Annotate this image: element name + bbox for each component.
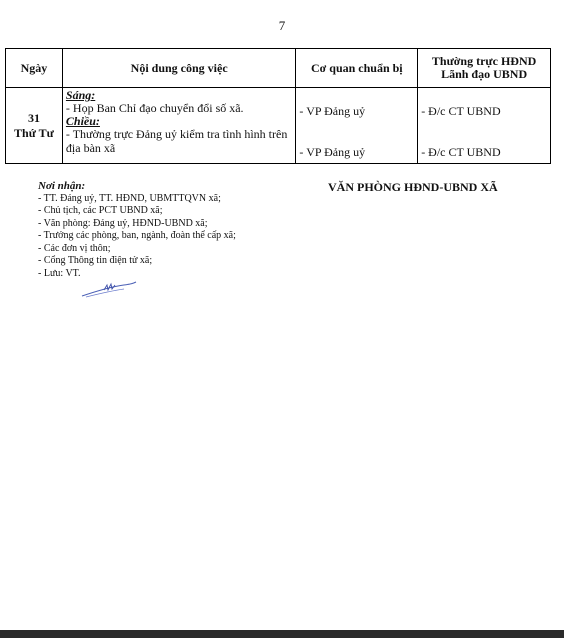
table-header-row (6, 49, 551, 88)
weekday: Thứ Tư (14, 125, 54, 140)
recipient-item: - Chủ tịch, các PCT UBND xã; (38, 205, 163, 216)
lead-cell (418, 88, 551, 164)
header-content: Nội dung công việc (62, 49, 296, 88)
recipient-item: - Lưu: VT. (38, 267, 81, 279)
viewer-bottom-bar (0, 630, 564, 638)
signer-organization: VĂN PHÒNG HĐND-UBND XÃ (328, 180, 498, 194)
handwritten-signature (80, 278, 140, 305)
afternoon-label: Chiều: (65, 114, 100, 128)
recipient-item: - Trưởng các phòng, ban, ngành, đoàn thể cấp xã; (38, 230, 236, 241)
day-cell (6, 88, 63, 164)
afternoon-lead: - Đ/c CT UBND (421, 145, 501, 159)
header-day: Ngày (6, 49, 63, 88)
morning-task: - Họp Ban Chỉ đạo chuyển đổi số xã. (65, 101, 244, 115)
header-lead-line2: Lãnh đạo UBND (441, 67, 528, 81)
morning-label: Sáng: (65, 88, 96, 102)
recipient-item: - TT. Đảng uỷ, TT. HĐND, UBMTTQVN xã; (38, 192, 221, 204)
afternoon-agency: - VP Đảng uỷ (299, 145, 366, 159)
morning-agency: - VP Đảng uỷ (299, 104, 366, 118)
recipients-list (38, 193, 236, 281)
afternoon-task-line1: - Thường trực Đảng uỷ kiểm tra tình hình trên (65, 127, 288, 141)
morning-lead: - Đ/c CT UBND (421, 104, 501, 118)
page-number: 7 (278, 18, 286, 33)
recipient-item: - Các đơn vị thôn; (38, 242, 111, 254)
header-lead-line1: Thường trực HĐND (431, 54, 537, 68)
recipient-item: - Văn phòng: Đảng uỷ, HĐND-UBND xã; (38, 217, 208, 229)
afternoon-task-line2: địa bàn xã (65, 141, 116, 155)
agency-cell (296, 88, 418, 164)
table-row (6, 88, 551, 164)
day-number: 31 (27, 110, 40, 125)
header-lead (418, 49, 551, 88)
recipients-title: Nơi nhận: (38, 180, 86, 192)
schedule-table (5, 48, 551, 164)
content-cell (62, 88, 296, 164)
header-agency: Cơ quan chuẩn bị (296, 49, 418, 88)
recipients-block (38, 180, 236, 280)
recipient-item: - Cổng Thông tin điện tử xã; (38, 255, 153, 266)
signature-mark (80, 278, 140, 300)
